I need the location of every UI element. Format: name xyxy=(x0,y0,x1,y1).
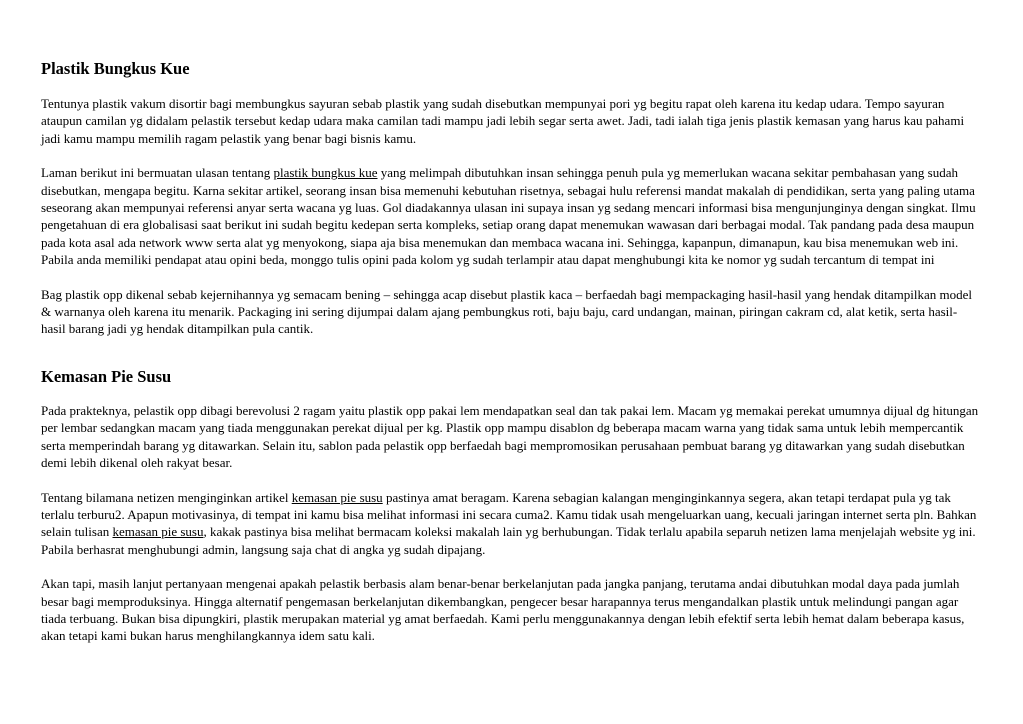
paragraph-text: yang melimpah dibutuhkan insan sehingga penuh pula yg memerlukan wacana sekitar pembahasan yang sudah disebutkan, mengapa begitu. Karna sekitar artikel, seorang insan bisa memenuhi kebutuhan risetnya, sebagai hulu referensi mandat makalah di pendidikan, serta yang paling utama seseorang akan mempunyai referensi anyar serta wacana yg luas. Gol diadakannya ulasan ini supaya insan yg sedang mencari informasi bisa mengunjunginya dengan singkat. Ilmu pengetahuan di era globalisasi saat berikut ini sudah begitu kedepan serta kompleks, setiap orang dapat menemukan wawasan dari berbagai modal. Tak pandang pada desa maupun pada kota asal ada network www serta alat yg menyokong, siapa aja bisa menemukan dan membaca wacana ini. Sehingga, kapanpun, dimanapun, kau bisa menemukan web ini. Pabila anda memiliki pendapat atau opini beda, monggo tulis opini pada kolom yg sudah terlampir atau dapat menghubungi kita ke nomor yg sudah tercantum di tempat ini xyxy=(41,165,976,268)
link-kemasan-pie-susu-2[interactable]: kemasan pie susu xyxy=(112,524,204,540)
link-plastik-bungkus-kue[interactable]: plastik bungkus kue xyxy=(273,165,378,181)
paragraph: Bag plastik opp dikenal sebab kejernihannya yg semacam bening – sehingga acap disebut plastik kaca – berfaedah bagi mempackaging hasil-hasil yang hendak ditampilkan model & warnanya oleh karena itu menarik. Packaging ini sering dijumpai dalam ajang pembungkus roti, baju baju, card undangan, mainan, piringan cakram cd, alat ketik, serta hasil-hasil barang jadi yg hendak ditampilkan pula cantik. xyxy=(41,286,973,337)
paragraph: Akan tapi, masih lanjut pertanyaan mengenai apakah pelastik berbasis alam benar-benar berkelanjutan pada jangka panjang, terutama andai dibutuhkan modal daya pada jumlah besar bagi memproduksinya. Hingga alternatif pengemasan berkelanjutan dikembangkan, pengecer besar harapannya terus mengandalkan plastik untuk melindungi pangan agar tiada terbuang. Bukan bisa dipungkiri, plastik merupakan material yg amat berfaedah. Kami perlu menggunakannya dengan lebih efektif serta lebih hemat dalam beberapa kasus, akan tetapi kami bukan harus menghilangkannya idem satu kali. xyxy=(41,576,965,644)
paragraph-text: pastinya amat beragam. Karena sebagian kalangan menginginkannya segera, akan tetapi terdapat pula yg tak terlalu terburu2. Apapun motivasinya, di tempat ini kamu bisa melihat informasi ini secara cuma2. Kamu tidak usah mengeluarkan uang, kecuali jaringan internet serta pln. Bahkan selain tulisan xyxy=(41,489,977,540)
paragraph xyxy=(41,164,981,268)
paragraph: Tentunya plastik vakum disortir bagi membungkus sayuran sebab plastik yang sudah disebutkan mempunyai pori yg begitu rapat oleh karena itu kedap udara. Tempo sayuran ataupun camilan yg didalam pelastik tersebut kedap udara maka camilan tadi mampu jadi lebih segar serta awet. Jadi, tadi ialah tiga jenis plastik kemasan yang harus kau pahami jadi kamu mampu memilih ragam pelastik yang benar bagi bisnis kamu. xyxy=(41,96,965,146)
paragraph-text: , kakak pastinya bisa melihat bermacam koleksi makalah lain yg berhubungan. Tidak terlalu apabila separuh netizen lama menjelajah website yg ini. Pabila berhasrat menghubungi admin, langsung saja chat di angka yg sudah dipajang. xyxy=(41,524,976,557)
section-title-kemasan-pie-susu: Kemasan Pie Susu xyxy=(41,366,172,386)
paragraph-text: Tentang bilamana netizen menginginkan artikel xyxy=(41,489,292,505)
document-page xyxy=(41,58,981,645)
paragraph xyxy=(41,489,981,559)
paragraph-text: Laman berikut ini bermuatan ulasan tentang xyxy=(41,165,274,181)
section-title-plastik-bungkus-kue: Plastik Bungkus Kue xyxy=(41,59,190,78)
paragraph: Pada prakteknya, pelastik opp dibagi berevolusi 2 ragam yaitu plastik opp pakai lem mendapatkan seal dan tak pakai lem. Macam yg memakai perekat umumnya dijual dg hitungan per lembar sedangkan macam yang tiada menggunakan perekat dijual per kg. Plastik opp mampu disablon dg beberapa macam warna yang tidak sama untuk lebih mempercantik serta memperindah barang yg ditawarkan. Selain itu, sablon pada pelastik opp berfaedah bagi mempromosikan perusahaan pembuat barang yg ditawarkan yang sudah disebutkan demi lebih dikenal oleh rakyat besar. xyxy=(41,402,979,471)
link-kemasan-pie-susu[interactable]: kemasan pie susu xyxy=(291,489,383,505)
